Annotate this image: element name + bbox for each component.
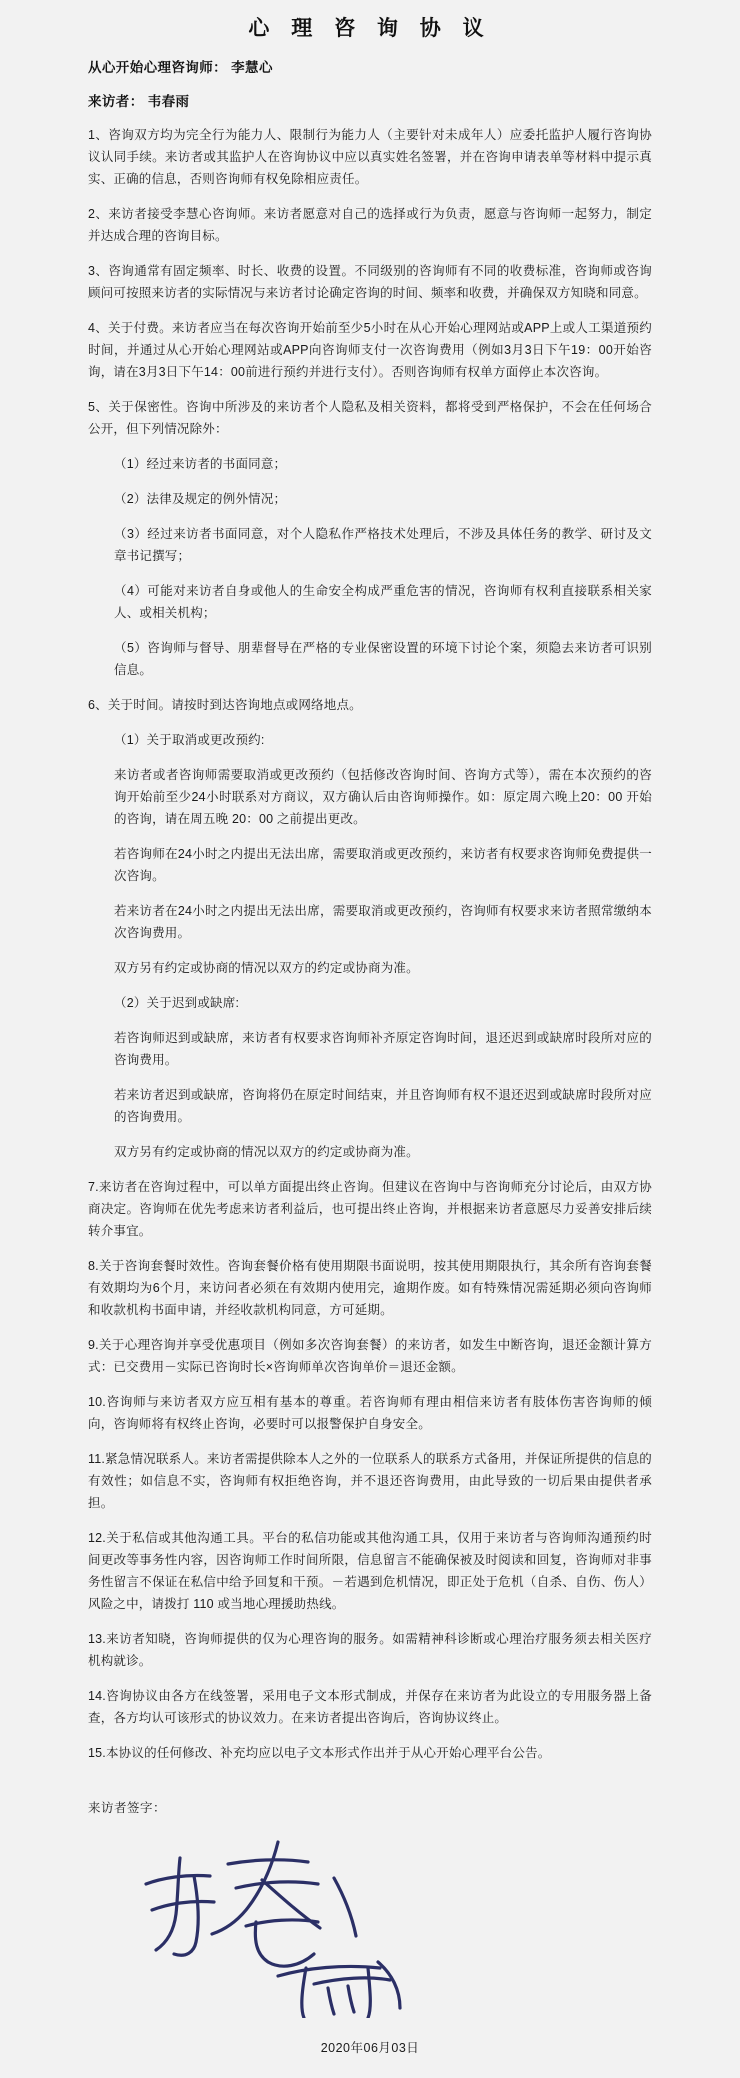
client-line: 来访者： 韦春雨 <box>88 94 190 109</box>
clause-6: 6、关于时间。请按时到达咨询地点或网络地点。 <box>88 698 362 712</box>
signature-label: 来访者签字： <box>88 1801 167 1815</box>
page-title: 心 理 咨 询 协 议 <box>248 17 492 40</box>
clause-6-sub1-title: （1）关于取消或更改预约: <box>114 733 265 747</box>
clause-13: 13.来访者知晓，咨询师提供的仅为心理咨询的服务。如需精神科诊断或心理治疗服务须去相关医疗机构就诊。 <box>88 1632 652 1668</box>
clause-10: 10.咨询师与来访者双方应互相有基本的尊重。若咨询师有理由相信来访者有肢体伤害咨询师的倾向，咨询师将有权终止咨询，必要时可以报警保护自身安全。 <box>88 1395 652 1431</box>
clause-5-sub-4: （4）可能对来访者自身或他人的生命安全构成严重危害的情况，咨询师有权利直接联系相关家人、或相关机构； <box>114 584 652 620</box>
clause-1: 1、咨询双方均为完全行为能力人、限制行为能力人（主要针对未成年人）应委托监护人履行咨询协议认同手续。来访者或其监护人在咨询协议中应以真实姓名签署，并在咨询申请表单等材料中提示真实、正确的信息，否则咨询师有权免除相应责任。 <box>88 128 652 186</box>
handwritten-signature <box>128 1818 458 2018</box>
clause-15: 15.本协议的任何修改、补充均应以电子文本形式作出并于从心开始心理平台公告。 <box>88 1746 551 1760</box>
clause-6-sub2-title: （2）关于迟到或缺席: <box>114 996 240 1010</box>
clause-6-sub1-para-2: 若咨询师在24小时之内提出无法出席，需要取消或更改预约，来访者有权要求咨询师免费提供一次咨询。 <box>114 847 652 883</box>
clause-5-sub-1: （1）经过来访者的书面同意； <box>114 457 287 471</box>
document-body <box>0 56 740 2078</box>
clause-4: 4、关于付费。来访者应当在每次咨询开始前至少5小时在从心开始心理网站或APP上或人工渠道预约时间，并通过从心开始心理网站或APP向咨询师支付一次咨询费用（例如3月3日下午19：00开始咨询，请在3月3日下午14：00前进行预约并进行支付）。否则咨询师有权单方面停止本次咨询。 <box>88 321 652 379</box>
clause-3: 3、咨询通常有固定频率、时长、收费的设置。不同级别的咨询师有不同的收费标准，咨询师或咨询顾问可按照来访者的实际情况与来访者讨论确定咨询的时间、频率和收费，并确保双方知晓和同意。 <box>88 264 652 300</box>
clause-6-sub2-para-1: 若咨询师迟到或缺席，来访者有权要求咨询师补齐原定咨询时间，退还迟到或缺席时段所对应的咨询费用。 <box>114 1031 652 1067</box>
clause-12: 12.关于私信或其他沟通工具。平台的私信功能或其他沟通工具，仅用于来访者与咨询师沟通预约时间更改等事务性内容，因咨询师工作时间所限，信息留言不能确保被及时阅读和回复，咨询师对非事务性留言不保证在私信中给予回复和干预。－若遇到危机情况，即正处于危机（自杀、自伤、伤人）风险之中，请拨打 110 或当地心理援助热线。 <box>88 1531 652 1611</box>
clause-5: 5、关于保密性。咨询中所涉及的来访者个人隐私及相关资料，都将受到严格保护，不会在任何场合公开，但下列情况除外： <box>88 400 652 436</box>
clause-5-sub-3: （3）经过来访者书面同意，对个人隐私作严格技术处理后，不涉及具体任务的教学、研讨及文章书记撰写； <box>114 527 652 563</box>
clause-5-sub-5: （5）咨询师与督导、朋辈督导在严格的专业保密设置的环境下讨论个案，须隐去来访者可识别信息。 <box>114 641 652 677</box>
clause-8: 8.关于咨询套餐时效性。咨询套餐价格有使用期限书面说明，按其使用期限执行，其余所有咨询套餐有效期均为6个月，来访问者必须在有效期内使用完，逾期作废。如有特殊情况需延期必须向咨询师和收款机构书面申请，并经收款机构同意，方可延期。 <box>88 1259 652 1317</box>
clause-6-sub1-para-4: 双方另有约定或协商的情况以双方的约定或协商为准。 <box>114 961 419 975</box>
clause-7: 7.来访者在咨询过程中，可以单方面提出终止咨询。但建议在咨询中与咨询师充分讨论后，由双方协商决定。咨询师在优先考虑来访者利益后，也可提出终止咨询，并根据来访者意愿尽力妥善安排后续转介事宜。 <box>88 1180 652 1238</box>
counselor-line: 从心开始心理咨询师： 李慧心 <box>88 60 273 75</box>
clause-6-sub2-para-2: 若来访者迟到或缺席，咨询将仍在原定时间结束，并且咨询师有权不退还迟到或缺席时段所对应的咨询费用。 <box>114 1088 652 1124</box>
clause-9: 9.关于心理咨询并享受优惠项目（例如多次咨询套餐）的来访者，如发生中断咨询，退还金额计算方式：已交费用－实际已咨询时长×咨询师单次咨询单价＝退还金额。 <box>88 1338 652 1374</box>
clause-6-sub1-para-1: 来访者或者咨询师需要取消或更改预约（包括修改咨询时间、咨询方式等），需在本次预约的咨询开始前至少24小时联系对方商议，双方确认后由咨询师操作。如：原定周六晚上20：00 开始的咨询，请在周五晚 20：00 之前提出更改。 <box>114 768 652 826</box>
signature-area <box>88 1818 652 2028</box>
clause-5-sub-2: （2）法律及规定的例外情况； <box>114 492 287 506</box>
clause-14: 14.咨询协议由各方在线签署，采用电子文本形式制成，并保存在来访者为此设立的专用服务器上备查，各方均认可该形式的协议效力。在来访者提出咨询后，咨询协议终止。 <box>88 1689 652 1725</box>
clause-2: 2、来访者接受李慧心咨询师。来访者愿意对自己的选择或行为负责，愿意与咨询师一起努力，制定并达成合理的咨询目标。 <box>88 207 652 243</box>
signature-date: 2020年06月03日 <box>320 2041 420 2055</box>
clause-11: 11.紧急情况联系人。来访者需提供除本人之外的一位联系人的联系方式备用，并保证所提供的信息的有效性；如信息不实，咨询师有权拒绝咨询，并不退还咨询费用，由此导致的一切后果由提供者承担。 <box>88 1452 652 1510</box>
clause-6-sub2-para-3: 双方另有约定或协商的情况以双方的约定或协商为准。 <box>114 1145 419 1159</box>
clause-6-sub1-para-3: 若来访者在24小时之内提出无法出席，需要取消或更改预约，咨询师有权要求来访者照常缴纳本次咨询费用。 <box>114 904 652 940</box>
